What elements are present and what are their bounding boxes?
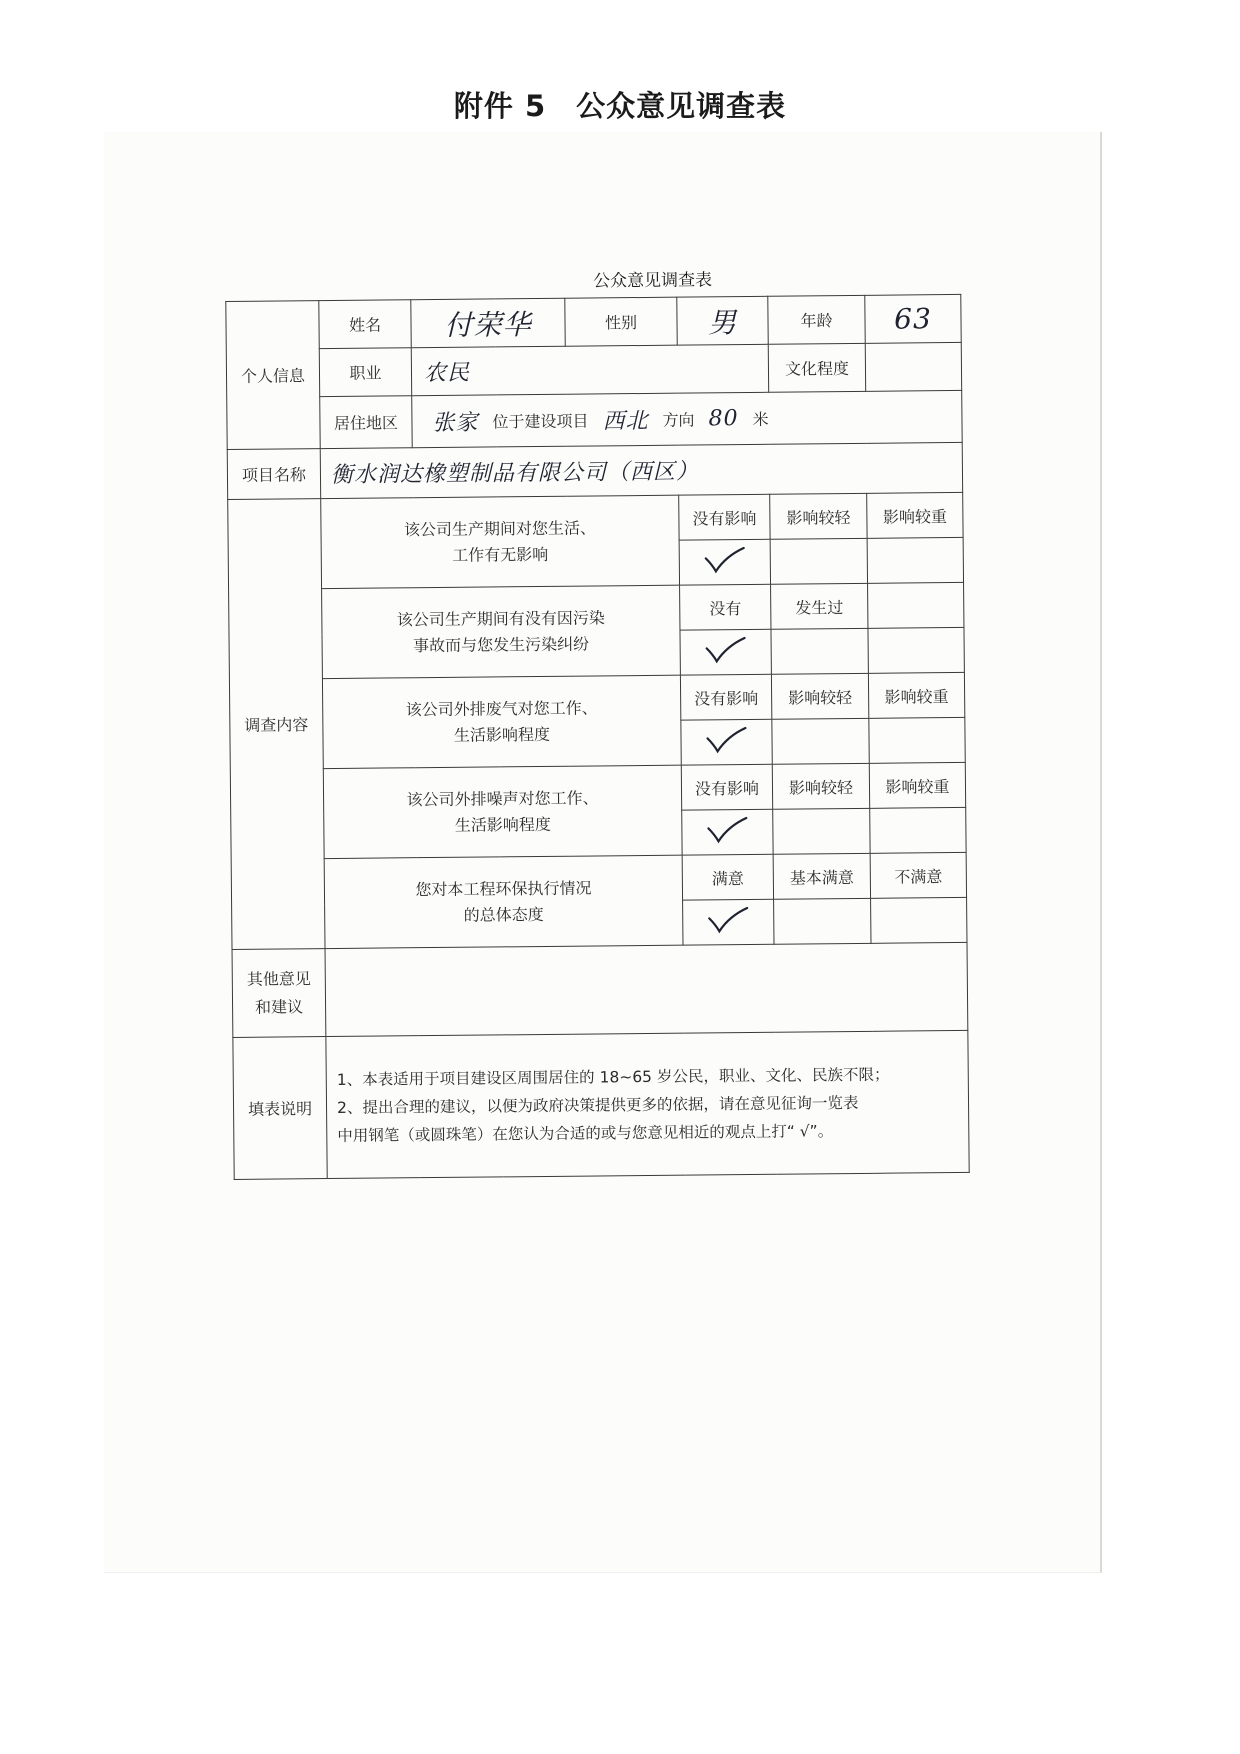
question-5-text: [324, 855, 683, 948]
question-3-line2: 生活影响程度: [453, 724, 551, 745]
gender-handwritten: 男: [707, 305, 738, 339]
checkmark-icon: [703, 636, 749, 664]
checkmark-icon: [702, 546, 748, 574]
occupation-handwritten: 农民: [423, 360, 471, 387]
gender-value[interactable]: [677, 296, 768, 345]
question-2-options-row: [229, 582, 964, 634]
q4-answer-3[interactable]: [870, 807, 966, 853]
checkmark-icon: [705, 906, 751, 934]
q1-answer-3[interactable]: [867, 537, 963, 583]
form-caption: 公众意见调查表: [593, 270, 713, 292]
q2-answer-2[interactable]: [771, 628, 868, 674]
question-1-line1: 该公司生产期间对您生活、: [403, 517, 597, 539]
other-opinions-label: [232, 949, 326, 1038]
distance-handwritten: 80: [708, 406, 739, 432]
occupation-label: 职业: [319, 348, 411, 397]
q5-option-2: 基本满意: [773, 853, 870, 899]
q4-answer-1[interactable]: [682, 809, 773, 855]
q4-answer-2[interactable]: [773, 808, 870, 854]
occupation-value[interactable]: [411, 344, 768, 395]
instructions-line3: 中用钢笔（或圆珠笔）在您认为合适的或与您意见相近的观点上打“ √”。: [337, 1121, 834, 1145]
other-opinions-row: [232, 942, 968, 1037]
page-title: 附件 5 公众意见调查表: [453, 89, 787, 123]
question-4-line1: 该公司外排噪声对您工作、: [406, 787, 599, 809]
education-label: 文化程度: [768, 343, 865, 392]
location-text-2: 方向: [662, 410, 695, 430]
question-2-line1: 该公司生产期间有没有因污染: [396, 607, 605, 629]
instructions-line2: 2、提出合理的建议，以便为政府决策提供更多的依据，请在意见征询一览表: [336, 1093, 859, 1117]
other-opinions-line2: 和建议: [254, 996, 304, 1017]
question-1-text: [321, 495, 680, 588]
residence-label: 居住地区: [320, 396, 412, 449]
q3-answer-1[interactable]: [681, 719, 772, 765]
q4-option-3: 影响较重: [869, 762, 965, 808]
q2-option-1: 没有: [680, 584, 771, 630]
q1-option-2: 影响较轻: [770, 493, 867, 539]
personal-row-2: [226, 342, 961, 397]
question-3-text: [322, 675, 681, 768]
project-handwritten: 衡水润达橡塑制品有限公司（西区）: [330, 459, 700, 488]
project-row: [227, 442, 962, 499]
name-label: 姓名: [319, 300, 411, 349]
instructions-label: 填表说明: [233, 1037, 327, 1180]
instructions-text: [326, 1030, 969, 1178]
residence-handwritten: 张家: [432, 410, 479, 437]
personal-info-label: 个人信息: [226, 301, 320, 450]
other-opinions-value[interactable]: [325, 942, 968, 1036]
question-4-text: [323, 765, 682, 858]
age-handwritten: 63: [894, 302, 932, 336]
question-5-line1: 您对本工程环保执行情况: [415, 878, 592, 899]
q2-answer-1[interactable]: [680, 629, 771, 675]
q2-option-3: [868, 582, 964, 628]
gender-label: 性别: [565, 297, 677, 346]
q5-answer-1[interactable]: [683, 899, 774, 945]
project-label: 项目名称: [227, 449, 320, 500]
question-3-options-row: [229, 672, 964, 724]
education-value[interactable]: [865, 342, 961, 391]
q4-option-2: 影响较轻: [772, 763, 869, 809]
q5-option-3: 不满意: [870, 852, 966, 898]
other-opinions-line1: 其他意见: [246, 968, 311, 989]
personal-row-1: [226, 294, 961, 349]
q2-option-2: 发生过: [771, 583, 868, 629]
survey-table: [225, 294, 969, 1180]
name-value[interactable]: [411, 298, 565, 347]
q1-answer-1[interactable]: [679, 539, 770, 585]
q5-option-1: 满意: [682, 854, 773, 900]
question-4-options-row: [230, 762, 965, 814]
q5-answer-2[interactable]: [774, 898, 871, 944]
name-handwritten: 付荣华: [444, 307, 532, 342]
age-label: 年龄: [768, 295, 865, 344]
personal-row-3: [227, 390, 962, 449]
q1-option-1: 没有影响: [679, 494, 770, 540]
q3-option-2: 影响较轻: [771, 673, 868, 719]
question-2-text: [322, 585, 681, 678]
q3-option-3: 影响较重: [868, 672, 964, 718]
question-3-line1: 该公司外排废气对您工作、: [405, 697, 598, 719]
checkmark-icon: [704, 816, 750, 844]
q1-option-3: 影响较重: [867, 492, 963, 538]
q1-answer-2[interactable]: [770, 538, 867, 584]
direction-handwritten: 西北: [602, 408, 649, 435]
residence-value[interactable]: [412, 390, 962, 447]
survey-section-label: 调查内容: [228, 499, 325, 950]
q3-answer-2[interactable]: [772, 718, 869, 764]
project-value[interactable]: [320, 442, 962, 498]
question-5-options-row: [231, 852, 966, 904]
q3-answer-3[interactable]: [869, 717, 965, 763]
q2-answer-3[interactable]: [868, 627, 964, 673]
question-4-line2: 生活影响程度: [454, 814, 551, 835]
question-2-line2: 事故而与您发生污染纠纷: [413, 634, 590, 655]
q3-option-1: 没有影响: [680, 674, 771, 720]
instructions-line1: 1、本表适用于项目建设区周围居住的 18~65 岁公民，职业、文化、民族不限；: [336, 1065, 890, 1089]
checkmark-icon: [703, 726, 749, 754]
q5-answer-3[interactable]: [871, 897, 967, 943]
distance-unit: 米: [752, 409, 769, 429]
q4-option-1: 没有影响: [681, 764, 772, 810]
question-5-line2: 的总体态度: [463, 904, 544, 925]
question-1-options-row: [228, 492, 963, 544]
question-1-line2: 工作有无影响: [452, 544, 549, 565]
instructions-row: [233, 1030, 969, 1179]
location-text-1: 位于建设项目: [492, 411, 589, 432]
survey-form: [225, 263, 969, 1180]
age-value[interactable]: [865, 294, 961, 343]
